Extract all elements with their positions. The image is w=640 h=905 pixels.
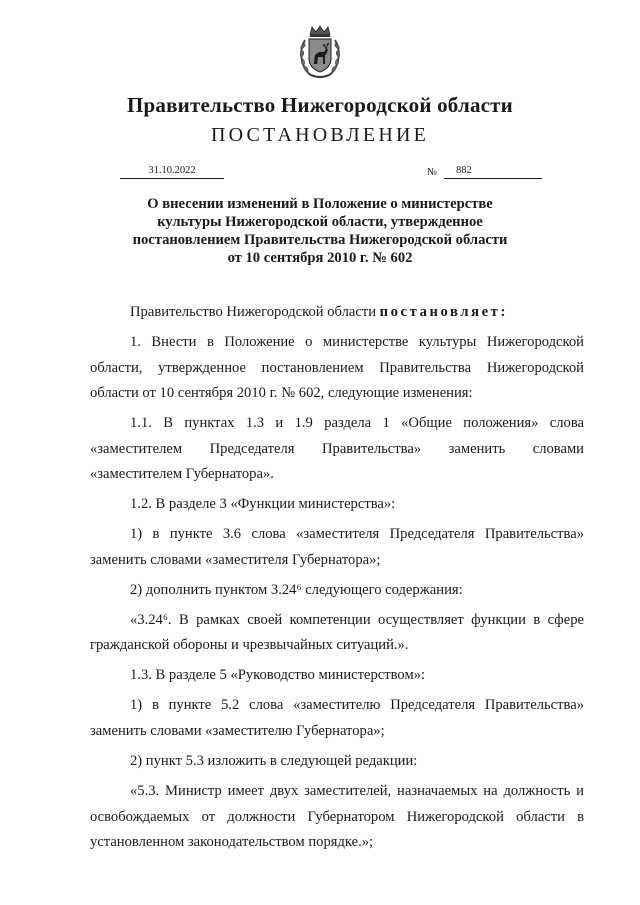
paragraph-1-2-item-1: 1) в пункте 3.6 слова «заместителя Председателя Правительства» заменить словами «заместителя Губернатора»; xyxy=(90,526,584,568)
intro-decree-word: постановляет: xyxy=(379,304,508,320)
document-subject xyxy=(120,195,520,267)
government-title: Правительство Нижегородской области xyxy=(127,93,513,117)
subject-line: культуры Нижегородской области, утвержденное xyxy=(157,214,483,230)
paragraph-1-3-item-1: 1) в пункте 5.2 слова «заместителю Председателя Правительства» заменить словами «заместителю Губернатора»; xyxy=(90,697,584,740)
document-body xyxy=(90,300,584,860)
paragraph-1-3-quote: «5.3. Министр имеет двух заместителей, назначаемых на должность и освобождаемых от должности Губернатором Нижегородской области в установленном законодательством порядке.»; xyxy=(90,783,584,851)
document-date: 31.10.2022 xyxy=(120,165,224,179)
subject-line: О внесении изменений в Положение о министерстве xyxy=(147,196,493,212)
paragraph-1-2: 1.2. В разделе 3 «Функции министерства»: xyxy=(130,496,396,513)
document-type: ПОСТАНОВЛЕНИЕ xyxy=(210,124,430,146)
paragraph-1: 1. Внести в Положение о министерстве культуры Нижегородской области, утвержденное постановлением Правительства Нижегородской области от 10 сентября 2010 г. № 602, следующие изменения: xyxy=(90,333,584,402)
nizhny-novgorod-coat-of-arms-icon xyxy=(297,24,343,80)
paragraph-1-3-item-2: 2) пункт 5.3 изложить в следующей редакции: xyxy=(130,753,418,770)
number-sign: № xyxy=(427,167,438,178)
document-number-field xyxy=(444,165,542,179)
paragraph-1-1: 1.1. В пунктах 1.3 и 1.9 раздела 1 «Общие положения» слова «заместителем Председателя Правительства» заменить словами «заместителем Губернатора». xyxy=(90,415,584,483)
paragraph-1-2-item-2: 2) дополнить пунктом 3.24⁶ следующего содержания: xyxy=(130,581,463,598)
paragraph-1-2-quote: «3.24⁶. В рамках своей компетенции осуществляет функции в сфере гражданской обороны и чрезвычайных ситуаций.». xyxy=(90,611,584,654)
intro-paragraph xyxy=(90,300,584,326)
subject-line: постановлением Правительства Нижегородской области xyxy=(132,232,508,248)
subject-line: от 10 сентября 2010 г. № 602 xyxy=(227,250,413,266)
paragraph-1-3: 1.3. В разделе 5 «Руководство министерством»: xyxy=(130,667,426,684)
intro-text: Правительство Нижегородской области xyxy=(130,304,380,320)
document-number: 882 xyxy=(456,165,472,176)
